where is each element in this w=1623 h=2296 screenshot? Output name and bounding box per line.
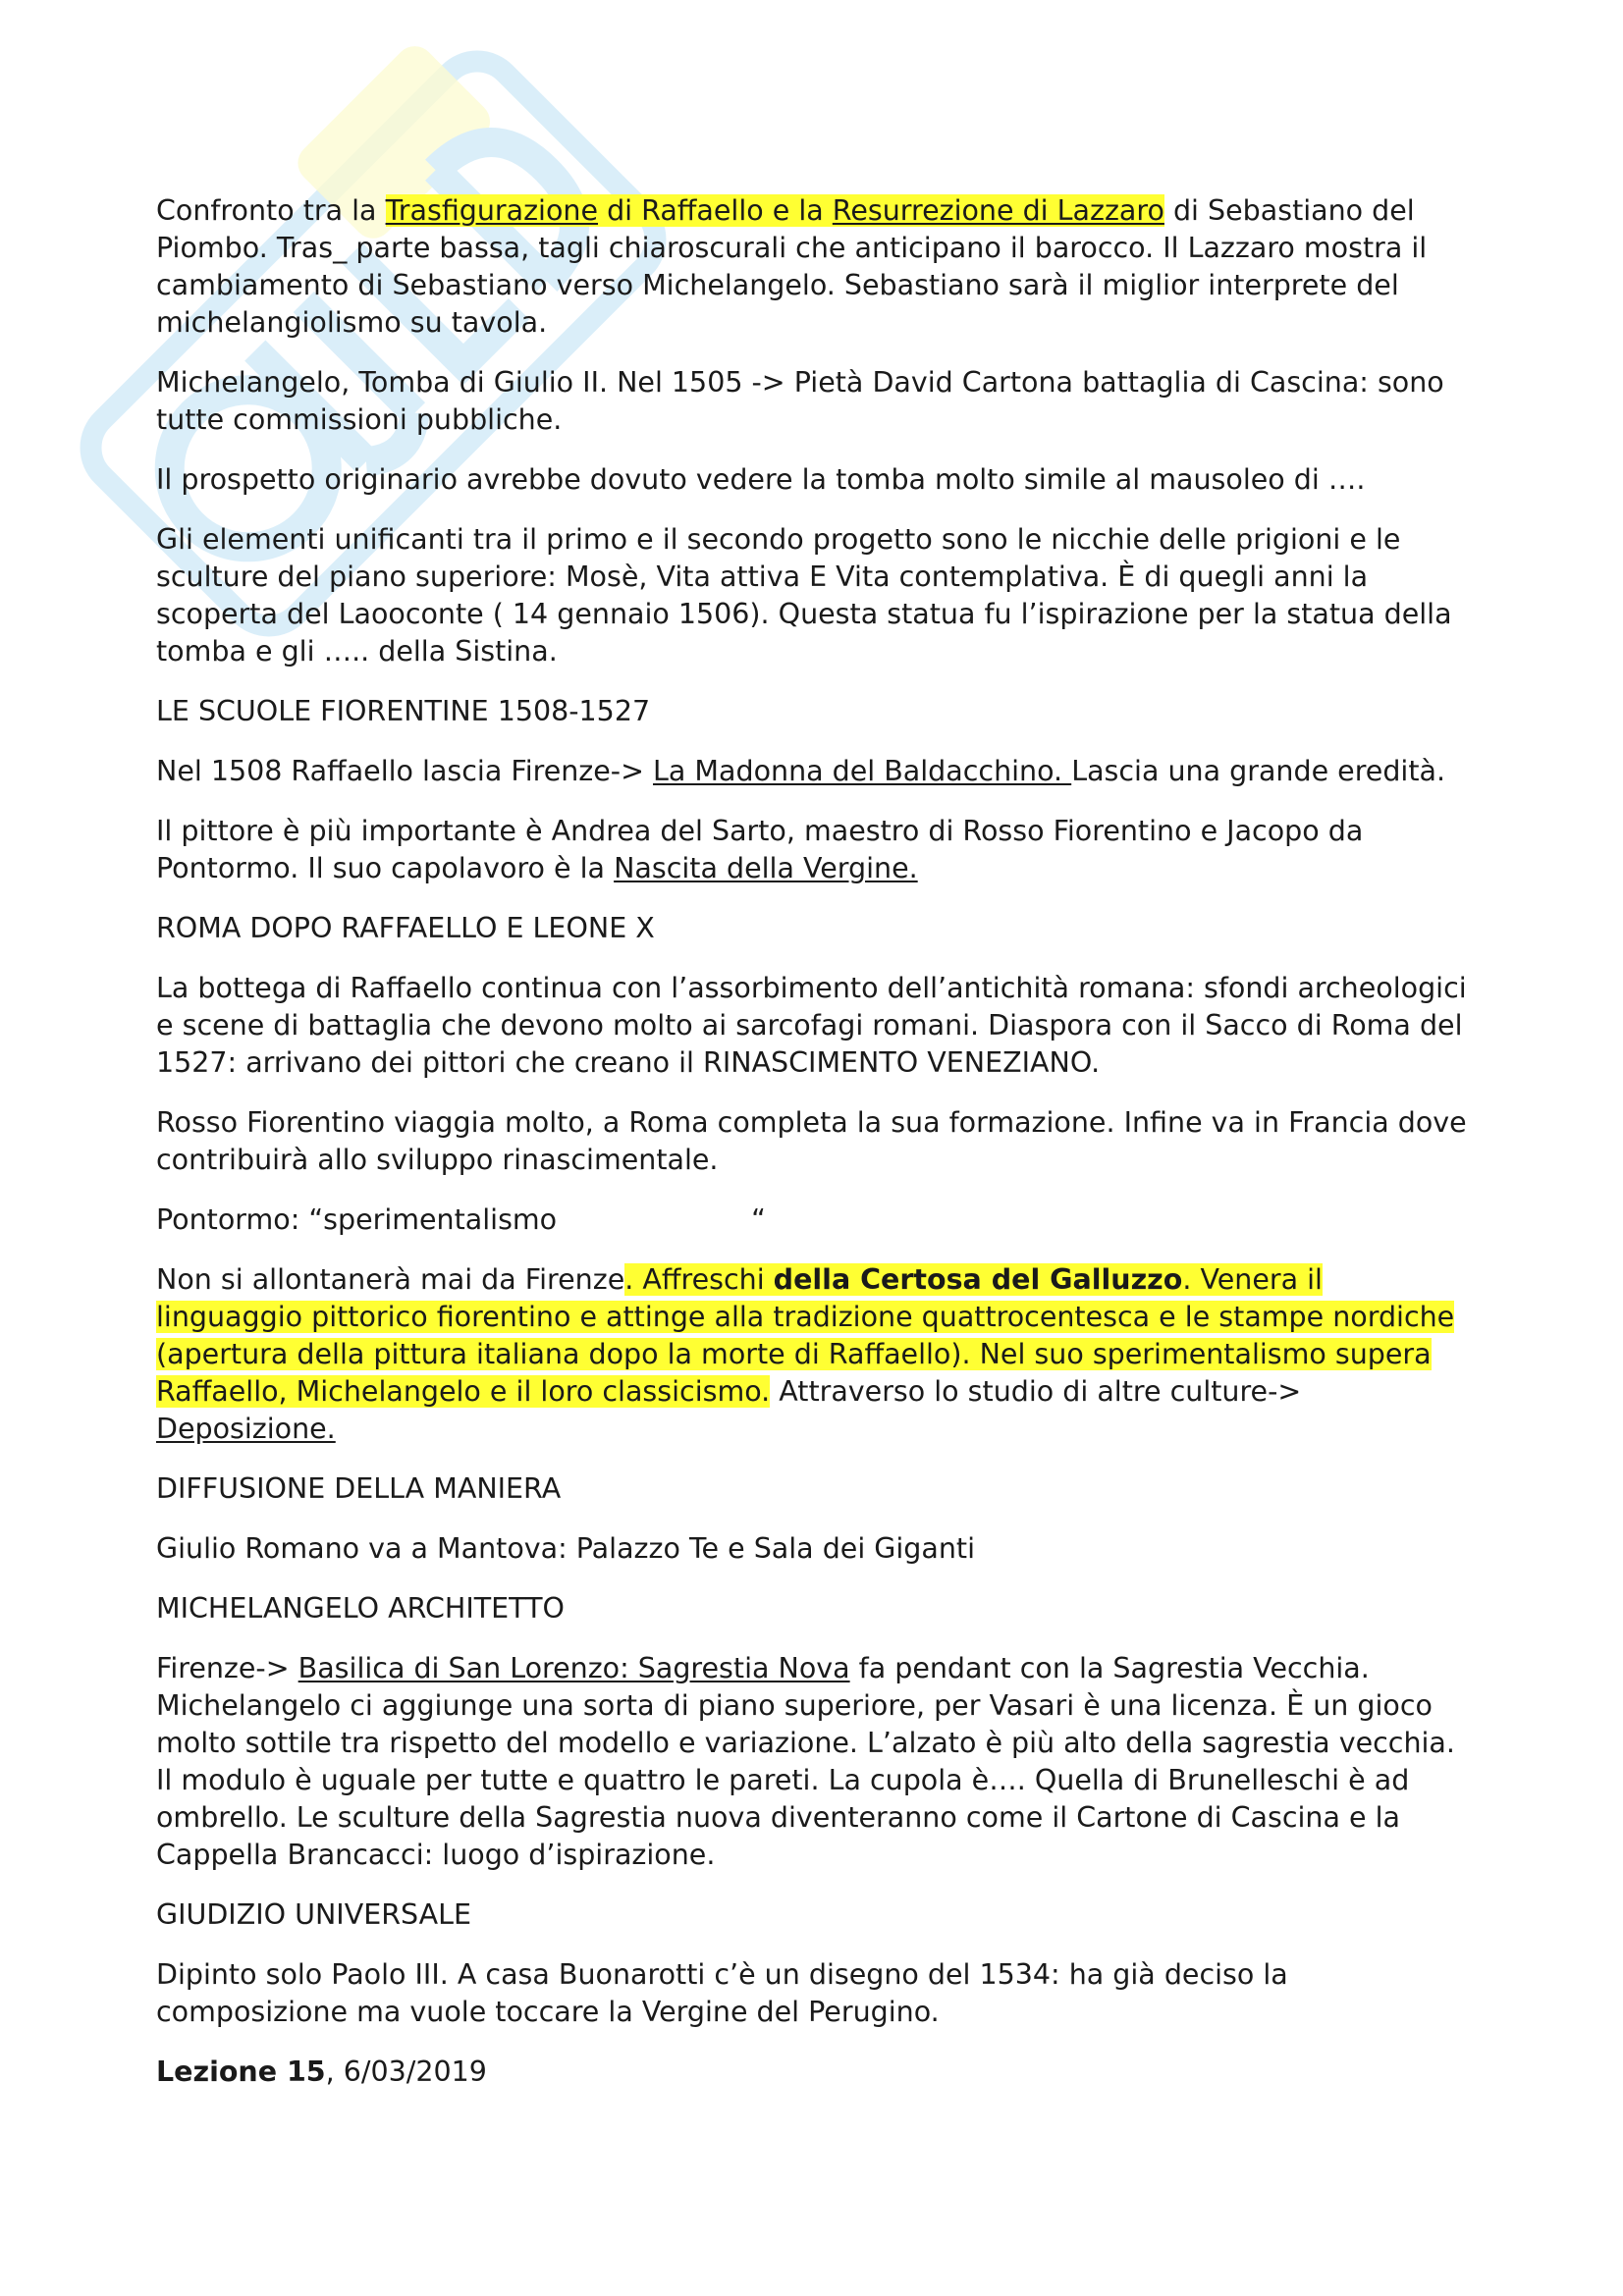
link-trasfigurazione[interactable]: Trasfigurazione [385, 194, 599, 227]
paragraph-rosso-fiorentino: Rosso Fiorentino viaggia molto, a Roma completa la sua formazione. Infine va in Francia dove contribuirà allo sviluppo rinascimentale. [156, 1106, 1467, 1176]
text: Il pittore è più importante è Andrea del Sarto, maestro di Rosso Fiorentino e Jacopo da Pontormo. Il suo capolavoro è la [156, 815, 1364, 884]
highlighted-text: . Affreschi [624, 1263, 774, 1296]
paragraph-raffaello-firenze [156, 753, 1472, 790]
paragraph-certosa-galluzzo [156, 1261, 1472, 1448]
link-nascita-vergine[interactable]: Nascita della Vergine. [614, 852, 918, 884]
text: Attraverso lo studio di altre culture-> [770, 1375, 1302, 1408]
paragraph-tomba-giulio: Michelangelo, Tomba di Giulio II. Nel 1505 -> Pietà David Cartona battaglia di Cascina: sono tutte commissioni pubbliche. [156, 366, 1444, 436]
document-page [156, 192, 1472, 2113]
lesson-number: Lezione 15 [156, 2056, 326, 2088]
text: Firenze-> [156, 1652, 298, 1684]
text: Pontormo: “sperimentalismo [156, 1203, 558, 1236]
paragraph-elementi-unificanti: Gli elementi unificanti tra il primo e il secondo progetto sono le nicchie delle prigioni e le sculture del piano superiore: Mosè, Vita attiva E Vita contemplativa. È di quegli anni la scoperta del Laooconte ( 14 gennaio 1506). Questa statua fu l’ispirazione per la statua della tomba e gli ….. della Sistina. [156, 523, 1452, 667]
bold-highlighted-text: della Certosa del Galluzzo [773, 1263, 1183, 1296]
paragraph-andrea-del-sarto [156, 813, 1472, 887]
text: Nel 1508 Raffaello lascia Firenze-> [156, 755, 654, 787]
link-madonna-baldacchino[interactable]: La Madonna del Baldacchino. [653, 755, 1072, 787]
paragraph-pontormo [156, 1201, 1472, 1239]
link-deposizione[interactable]: Deposizione. [156, 1413, 336, 1445]
highlighted-text: di Raffaello e la [598, 194, 833, 227]
lesson-date-text: , 6/03/2019 [325, 2056, 487, 2088]
link-resurrezione-lazzaro[interactable]: Resurrezione di Lazzaro [832, 194, 1164, 227]
paragraph-bottega-raffaello: La bottega di Raffaello continua con l’assorbimento dell’antichità romana: sfondi archeologici e scene di battaglia che devono molto ai sarcofagi romani. Diaspora con il Sacco di Roma del 1527: arrivano dei pittori che creano il RINASCIMENTO VENEZIANO. [156, 972, 1467, 1079]
text: Non si allontanerà mai da Firenze [156, 1263, 625, 1296]
paragraph-raffaello-sebastiano [156, 192, 1472, 342]
text: “ [751, 1203, 766, 1236]
heading-diffusione-maniera: DIFFUSIONE DELLA MANIERA [156, 1472, 562, 1505]
text: di Sebastiano del Piombo. Tras_ parte bassa, tagli chiaroscurali che anticipano il barocco. Il Lazzaro mostra il cambiamento di Sebastiano verso Michelangelo. Sebastiano sarà il miglior interprete del michelangiolismo su tavola. [156, 194, 1428, 339]
paragraph-prospetto: Il prospetto originario avrebbe dovuto vedere la tomba molto simile al mausoleo di …. [156, 463, 1366, 496]
text: fa pendant con la Sagrestia Vecchia. Michelangelo ci aggiunge una sorta di piano superiore, per Vasari è una licenza. È un gioco molto sottile tra rispetto del modello e variazione. L’alzato è più alto della sagrestia vecchia. Il modulo è uguale per tutte e quattro le pareti. La cupola è…. Quella di Brunelleschi è ad ombrello. Le sculture della Sagrestia nuova diventeranno come il Cartone di Cascina e la Cappella Brancacci: luogo d’ispirazione. [156, 1652, 1455, 1871]
heading-roma-dopo-raffaello: ROMA DOPO RAFFAELLO E LEONE X [156, 912, 655, 944]
heading-giudizio-universale: GIUDIZIO UNIVERSALE [156, 1898, 472, 1931]
highlighted-text: . Venera il linguaggio pittorico fiorentino e attinge alla tradizione quattrocentesca e le stampe nordiche (apertura della pittura italiana dopo la morte di Raffaello). Nel suo sperimentalismo supera Raffaello, Michelangelo e il loro classicismo. [156, 1263, 1455, 1408]
lesson-date [156, 2054, 1472, 2091]
paragraph-paolo-iii: Dipinto solo Paolo III. A casa Buonarotti c’è un disegno del 1534: ha già deciso la composizione ma vuole toccare la Vergine del Perugino. [156, 1958, 1288, 2028]
text: Lascia una grande eredità. [1071, 755, 1446, 787]
paragraph-sagrestia-nova [156, 1650, 1472, 1874]
text: Confronto tra la [156, 194, 386, 227]
heading-scuole-fiorentine: LE SCUOLE FIORENTINE 1508-1527 [156, 695, 651, 727]
link-basilica-san-lorenzo[interactable]: Basilica di San Lorenzo: Sagrestia Nova [298, 1652, 850, 1684]
heading-michelangelo-architetto: MICHELANGELO ARCHITETTO [156, 1592, 565, 1625]
paragraph-giulio-romano: Giulio Romano va a Mantova: Palazzo Te e Sala dei Giganti [156, 1532, 976, 1565]
